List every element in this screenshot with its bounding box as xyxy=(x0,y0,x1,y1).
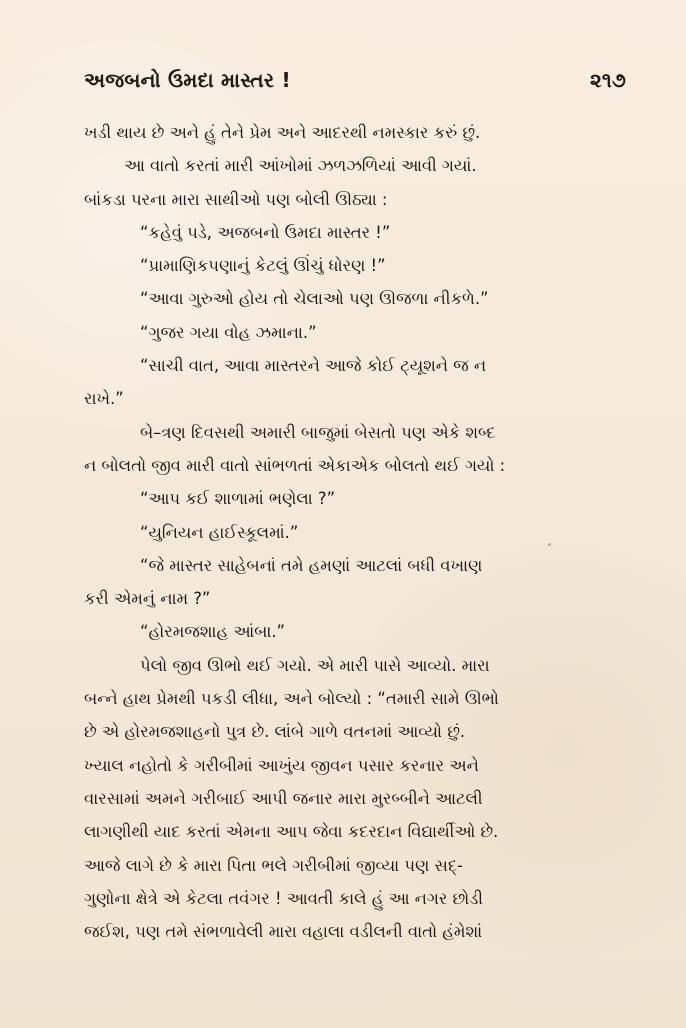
text-line: કરી એમનું નામ ?” xyxy=(84,589,211,609)
text-line: આ વાતો કરતાં મારી આંખોમાં ઝળઝળિયાં આવી ગયાં. xyxy=(124,156,477,176)
text-line: ખડી થાય છે અને હું તેને પ્રેમ અને આદરથી નમસ્કાર કરું છું. xyxy=(84,123,481,142)
text-line: ખ્યાલ નહોતો કે ગરીબીમાં આખુંય જીવન પસાર કરનાર અને xyxy=(84,755,479,775)
print-speck xyxy=(548,543,551,546)
text-line: “આવા ગુરુઓ હોય તો ચેલાઓ પણ ઊજળા નીકળે.” xyxy=(140,289,489,309)
text-line: પેલો જીવ ઊભો થઈ ગયો. એ મારી પાસે આવ્યો. મારા xyxy=(140,655,490,675)
text-line: “ગુજર ગયા વોહ ઝમાના.” xyxy=(140,322,317,342)
text-line: બાંકડા પરના મારા સાથીઓ પણ બોલી ઊઠ્યા : xyxy=(84,189,388,209)
text-line: આજે લાગે છે કે મારા પિતા ભલે ગરીબીમાં જીવ્યા પણ સદ્- xyxy=(84,855,463,875)
page-text xyxy=(84,116,630,948)
text-line: બન્ને હાથ પ્રેમથી પકડી લીધા, અને બોલ્યો : “તમારી સામે ઊભો xyxy=(84,689,499,709)
text-line: છે એ હોરમજશાહનો પુત્ર છે. લાંબે ગાળે વતનમાં આવ્યો છું. xyxy=(84,722,466,742)
text-line: “આપ કઈ શાળામાં ભણેલા ?” xyxy=(140,489,336,509)
text-line: બે–ત્રણ દિવસથી અમારી બાજુમાં બેસતો પણ એકે શબ્દ xyxy=(140,422,496,442)
page-header xyxy=(84,68,630,92)
text-line: “યુનિયન હાઈસ્કૂલમાં.” xyxy=(140,522,299,542)
text-line: “સાચી વાત, આવા માસ્તરને આજે કોઈ ટ્યૂશને જ ન xyxy=(140,356,487,376)
text-line: રાખે.” xyxy=(84,389,124,409)
text-line: “કહેવું પડે, અજબનો ઉમદા માસ્તર !” xyxy=(140,222,391,242)
text-line: વારસામાં અમને ગરીબાઈ આપી જનાર મારા મુરબ્બીને આટલી xyxy=(84,788,483,808)
text-line: “જે માસ્તર સાહેબનાં તમે હમણાં આટલાં બધી વખાણ xyxy=(140,555,483,575)
text-line: ગુણોના ક્ષેત્રે એ કેટલા તવંગર ! આવતી કાલે હું આ નગર છોડી xyxy=(84,888,483,908)
text-line: જઈશ, પણ તમે સંભળાવેલી મારા વહાલા વડીલની વાતો હંમેશાં xyxy=(84,922,483,942)
text-line: “પ્રામાણિકપણાનું કેટલું ઊંચું ધોરણ !” xyxy=(140,256,386,276)
text-line: લાગણીથી યાદ કરતાં એમના આપ જેવા કદરદાન વિદ્યાર્થીઓ છે. xyxy=(84,822,499,842)
text-line: “હોરમજશાહ આંબા.” xyxy=(140,622,286,642)
page-number: ૨૧૭ xyxy=(589,68,626,92)
chapter-title: અજબનો ઉમદા માસ્તર ! xyxy=(84,68,291,92)
text-line: ન બોલતો જીવ મારી વાતો સાંભળતાં એકાએક બોલતો થઈ ગયો : xyxy=(84,455,506,475)
